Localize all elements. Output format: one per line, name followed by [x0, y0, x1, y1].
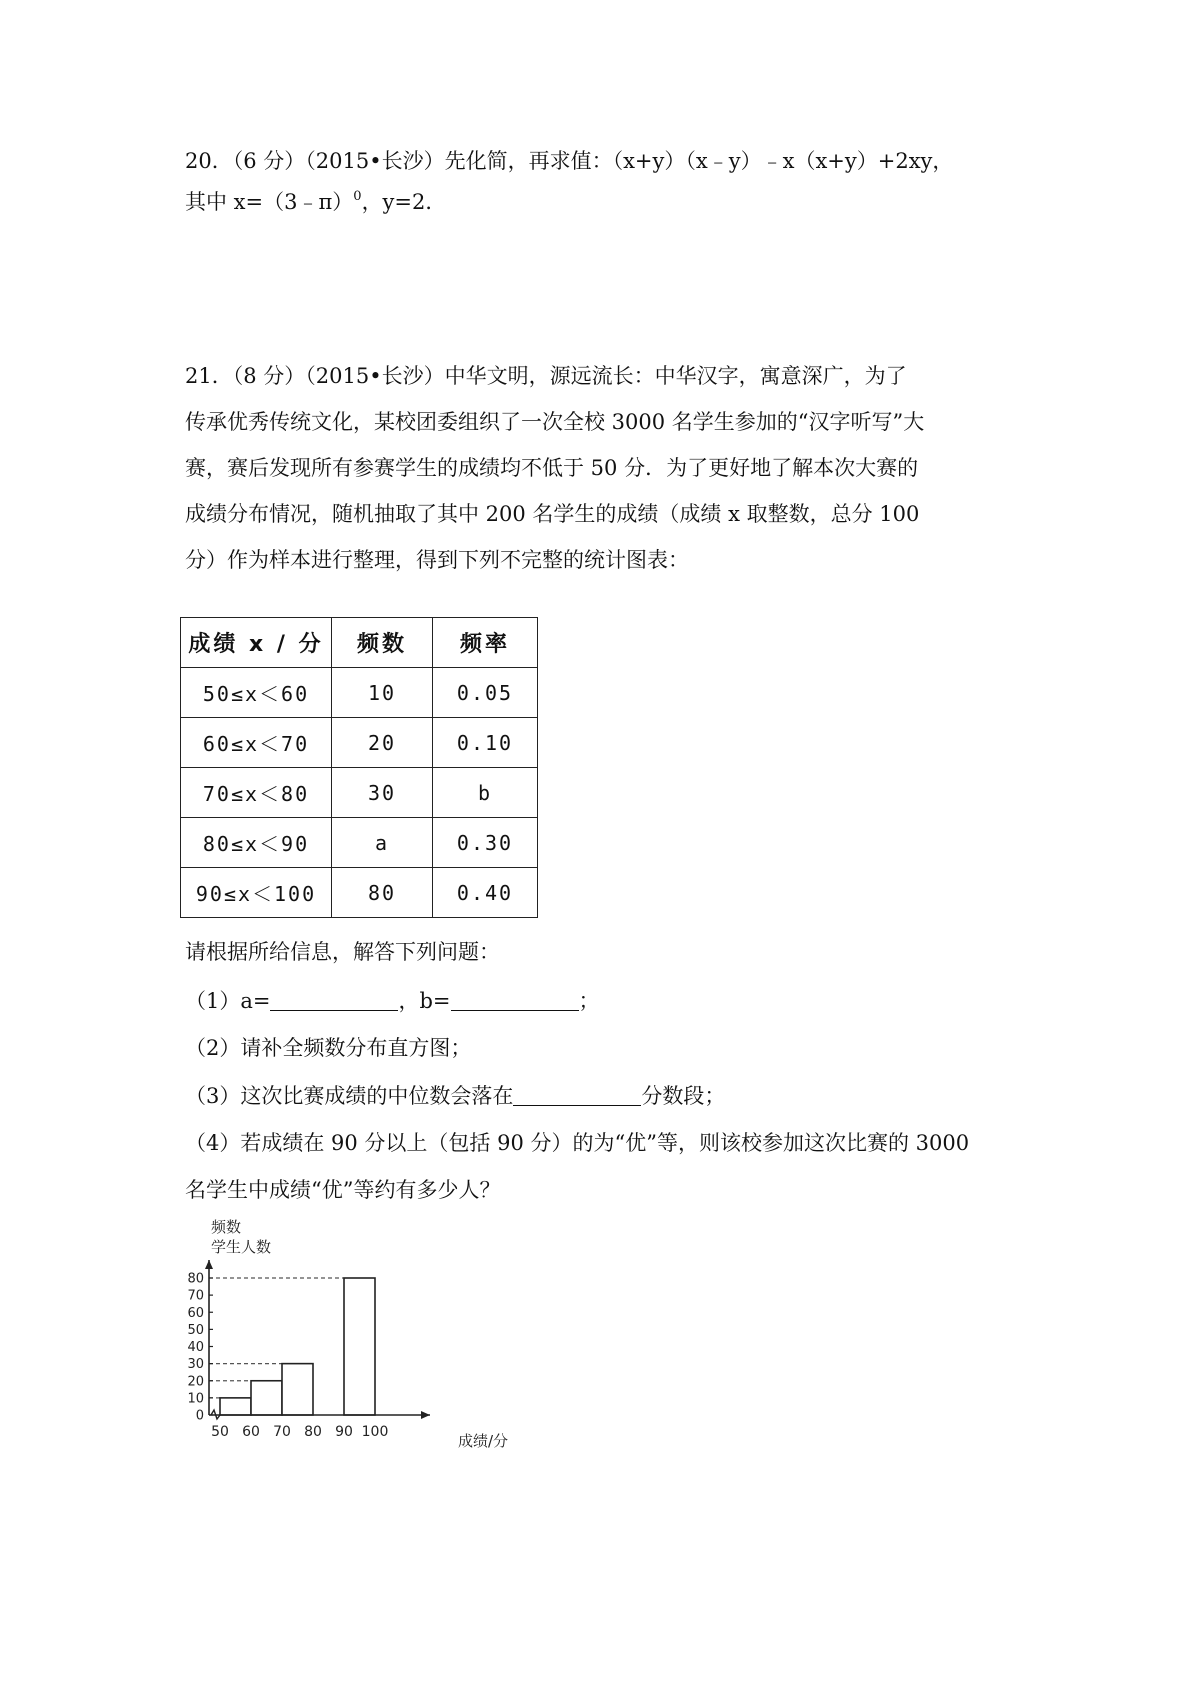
- header-rate: 频率: [433, 618, 538, 668]
- answer-blank-a[interactable]: [270, 988, 398, 1011]
- q20-line1: 20．（6 分）（2015•长沙）先化简，再求值：（x+y）（x﹣y）﹣x（x+y）+2xy，: [185, 149, 954, 173]
- q21-line5: 分）作为样本进行整理，得到下列不完整的统计图表：: [185, 548, 689, 572]
- q20-line2-text: 其中 x=（3﹣π）: [185, 190, 354, 214]
- q21-sub3: [185, 1081, 725, 1111]
- sub3-text: （3）这次比赛成绩的中位数会落在: [185, 1084, 514, 1108]
- frequency-histogram: [175, 1216, 555, 1456]
- table-cell-count: 80: [332, 868, 433, 918]
- table-header-row: [181, 618, 538, 668]
- x-axis-arrow: [421, 1411, 430, 1419]
- table-cell-count: 30: [332, 768, 433, 818]
- table-cell-range: 90≤x＜100: [181, 868, 332, 918]
- y-axis-label-2: 学生人数: [211, 1238, 272, 1256]
- y-tick-label: 70: [187, 1288, 204, 1304]
- q21-line3: 赛，赛后发现所有参赛学生的成绩均不低于 50 分．为了更好地了解本次大赛的: [185, 456, 919, 480]
- table-cell-rate: 0.30: [433, 818, 538, 868]
- q21-prompt: 请根据所给信息，解答下列问题：: [185, 940, 500, 964]
- table-cell-rate: 0.10: [433, 718, 538, 768]
- table-cell-count: 20: [332, 718, 433, 768]
- x-axis-label: 成绩/分: [458, 1432, 509, 1450]
- sub1-b-label: ，b=: [398, 989, 451, 1013]
- sub1-a-label: （1）a=: [185, 989, 271, 1013]
- y-tick-label: 10: [187, 1391, 204, 1407]
- y-tick-label: 80: [187, 1271, 204, 1287]
- y-tick-label: 20: [187, 1374, 204, 1390]
- q20-exponent: 0: [353, 189, 362, 204]
- histogram-bar: [220, 1398, 251, 1415]
- q20-line2-end: ，y=2．: [361, 190, 447, 214]
- answer-blank-median[interactable]: [513, 1083, 641, 1106]
- y-axis-arrow: [205, 1260, 213, 1269]
- x-tick-label: 80: [304, 1424, 322, 1440]
- table-cell-range: 80≤x＜90: [181, 818, 332, 868]
- x-tick-label: 50: [211, 1424, 229, 1440]
- x-tick-label: 100: [361, 1424, 389, 1440]
- q21-line1: 21．（8 分）（2015•长沙）中华文明，源远流长：中华汉字，寓意深广，为了: [185, 364, 907, 388]
- q21-sub4-line2: 名学生中成绩“优”等约有多少人？: [185, 1178, 501, 1202]
- header-count: 频数: [332, 618, 433, 668]
- table-cell-count: a: [332, 818, 433, 868]
- y-axis-label-1: 频数: [211, 1218, 242, 1236]
- y-tick-label: 0: [195, 1408, 204, 1424]
- q21-sub4-line1: （4）若成绩在 90 分以上（包括 90 分）的为“优”等，则该校参加这次比赛的 3000: [185, 1131, 970, 1155]
- table-cell-count: 10: [332, 668, 433, 718]
- q21-line2: 传承优秀传统文化，某校团委组织了一次全校 3000 名学生参加的“汉字听写”大: [185, 410, 925, 434]
- histogram-bar: [282, 1364, 313, 1415]
- q21-sub1: [185, 986, 600, 1016]
- table-row: [181, 818, 538, 868]
- q20-line2: [185, 187, 446, 217]
- table-row: [181, 768, 538, 818]
- table-cell-rate: b: [433, 768, 538, 818]
- table-cell-range: 50≤x＜60: [181, 668, 332, 718]
- x-tick-label: 70: [273, 1424, 291, 1440]
- sub1-end: ；: [578, 989, 600, 1013]
- table-row: [181, 868, 538, 918]
- q21-sub2: （2）请补全频数分布直方图；: [185, 1036, 472, 1060]
- table-cell-range: 60≤x＜70: [181, 718, 332, 768]
- table-cell-range: 70≤x＜80: [181, 768, 332, 818]
- table-cell-rate: 0.40: [433, 868, 538, 918]
- x-tick-label: 90: [335, 1424, 353, 1440]
- answer-blank-b[interactable]: [451, 988, 579, 1011]
- histogram-bar: [251, 1381, 282, 1415]
- sub3-end: 分数段；: [641, 1084, 726, 1108]
- y-tick-label: 50: [187, 1322, 204, 1338]
- table-row: [181, 668, 538, 718]
- y-tick-label: 60: [187, 1305, 204, 1321]
- histogram-bar: [344, 1278, 375, 1415]
- q21-line4: 成绩分布情况，随机抽取了其中 200 名学生的成绩（成绩 x 取整数，总分 100: [185, 502, 920, 526]
- y-tick-label: 40: [187, 1340, 204, 1355]
- y-tick-label: 30: [187, 1357, 204, 1373]
- table-row: [181, 718, 538, 768]
- header-score: 成绩 x / 分: [181, 618, 332, 668]
- x-tick-label: 60: [242, 1424, 260, 1440]
- table-cell-rate: 0.05: [433, 668, 538, 718]
- frequency-table: [180, 617, 538, 918]
